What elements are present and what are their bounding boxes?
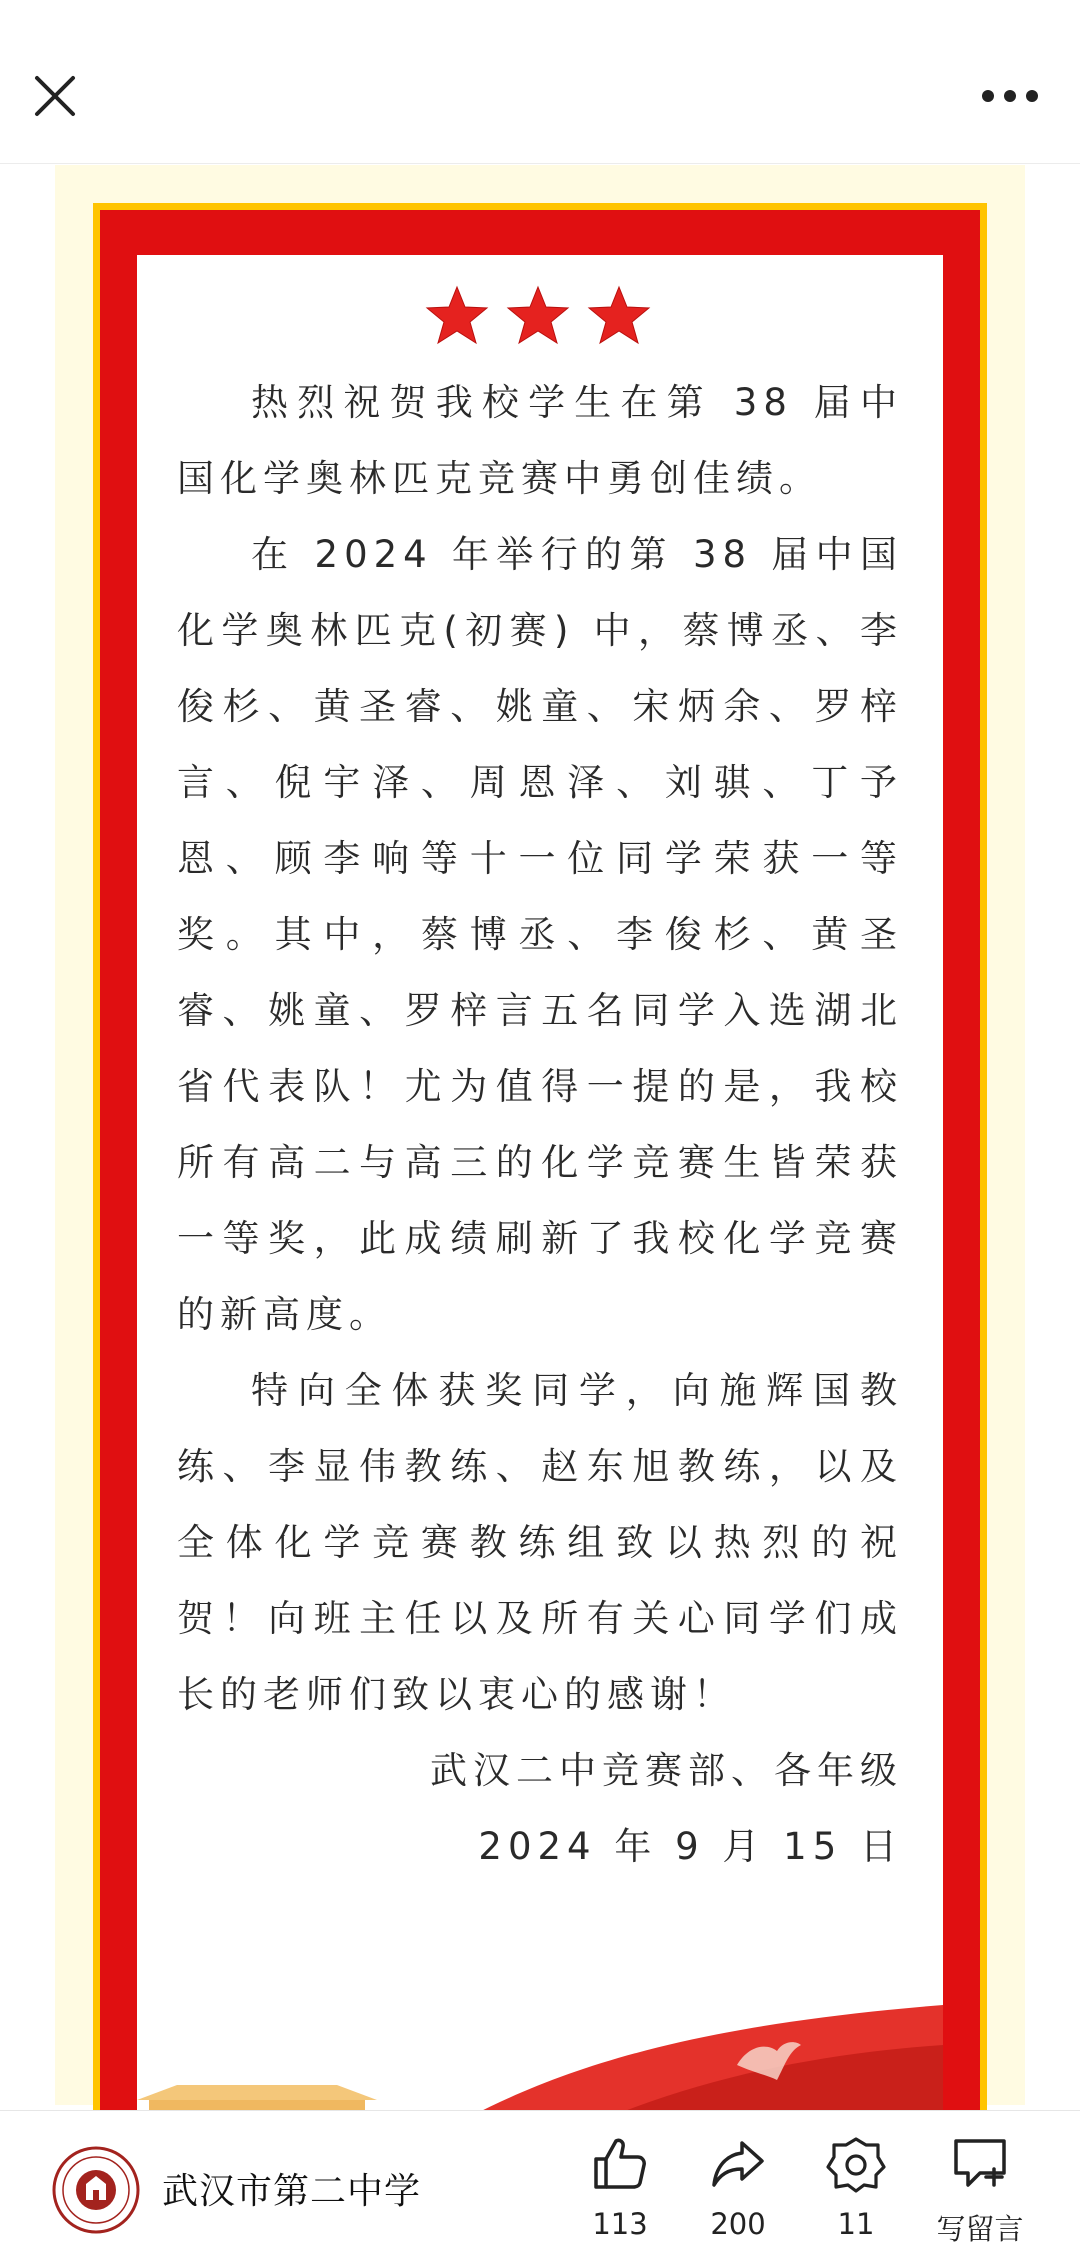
like-button[interactable] — [560, 2133, 680, 2263]
congratulation-letter — [177, 365, 903, 1885]
account-name[interactable]: 武汉市第二中学 — [162, 2171, 422, 2212]
close-button[interactable] — [20, 56, 90, 136]
recommend-flower-icon — [826, 2133, 886, 2193]
recommend-button[interactable] — [796, 2133, 916, 2263]
tiananmen-decoration-icon — [137, 1875, 943, 2135]
share-count: 200 — [710, 2207, 766, 2241]
share-button[interactable] — [678, 2133, 798, 2263]
letter-paragraph-2: 在 2024 年举行的第 38 届中国化学奥林匹克(初赛) 中，蔡博丞、李俊杉、黄圣睿、姚童、宋炳余、罗梓言、倪宇泽、周恩泽、刘骐、丁予恩、顾李响等十一位同学荣获一等奖。其中，蔡博丞、李俊杉、黄圣睿、姚童、罗梓言五名同学入选湖北省代表队！尤为值得一提的是，我校所有高二与高三的化学竞赛生皆荣获一等奖，此成绩刷新了我校化学竞赛的新高度。 — [177, 533, 903, 1336]
close-icon — [33, 74, 77, 118]
letter-paragraph-3: 特向全体获奖同学，向施辉国教练、李显伟教练、赵东旭教练，以及全体化学竞赛教练组致以热烈的祝贺！向班主任以及所有关心同学们成长的老师们致以衷心的感谢！ — [177, 1369, 903, 1716]
more-options-button[interactable] — [960, 56, 1060, 136]
write-comment-button[interactable] — [915, 2133, 1045, 2263]
share-arrow-icon — [708, 2133, 768, 2193]
poster-content — [137, 255, 943, 2135]
three-stars-icon — [137, 285, 943, 345]
bottom-action-bar — [0, 2110, 1080, 2268]
school-logo[interactable] — [52, 2146, 140, 2234]
like-count: 113 — [592, 2207, 648, 2241]
comment-plus-icon — [950, 2133, 1010, 2193]
thumbs-up-icon — [590, 2133, 650, 2193]
recommend-count: 11 — [837, 2207, 875, 2241]
write-comment-label: 写留言 — [936, 2212, 1024, 2246]
top-bar — [0, 0, 1080, 164]
letter-paragraph-1: 热烈祝贺我校学生在第 38 届中国化学奥林匹克竞赛中勇创佳绩。 — [177, 381, 903, 500]
more-dots-icon — [980, 88, 1040, 104]
letter-signature: 武汉二中竞赛部、各年级 — [430, 1749, 903, 1792]
letter-date: 2024 年 9 月 15 日 — [478, 1825, 903, 1868]
